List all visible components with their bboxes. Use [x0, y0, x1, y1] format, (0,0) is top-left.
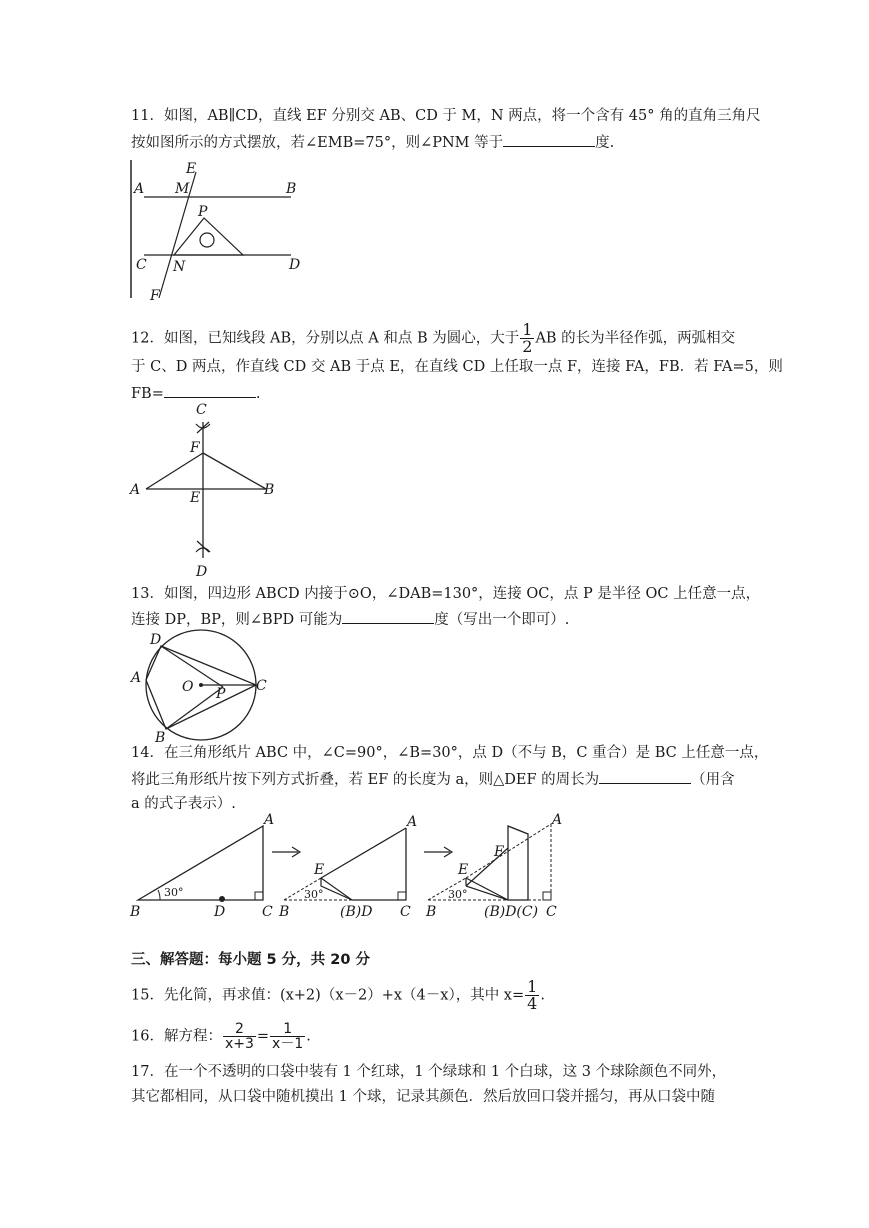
- q13-label-d: D: [150, 632, 162, 648]
- q14-fig1-angle: 30°: [164, 886, 184, 899]
- q14-fig1-label-d: D: [214, 904, 226, 920]
- q14-fig2-angle: 30°: [304, 888, 324, 901]
- q12-line2: 于 C、D 两点，作直线 CD 交 AB 于点 E，在直线 CD 上任取一点 F，连接 FA，FB．若 FA=5，则: [131, 359, 783, 375]
- q11-label-b: B: [286, 181, 297, 197]
- q16-line: 16．解方程： $\frac{2}{x+3}$ = $\frac{1}{x-1}$ .: [131, 1021, 311, 1052]
- q12-figure: [126, 400, 286, 582]
- q14-fig3-label-e: E: [458, 862, 469, 878]
- q14-fig2-label-e: E: [314, 862, 325, 878]
- q17-line1: 17．在一个不透明的口袋中装有 1 个红球，1 个绿球和 1 个白球，这 3 个球除颜色不同外，: [131, 1064, 727, 1080]
- q14-fig3-label-b: B: [426, 904, 437, 920]
- q14-fig3-label-bdc: (B)D(C): [484, 904, 539, 920]
- q11-figure: [126, 158, 316, 304]
- q11-label-n: N: [173, 259, 186, 275]
- q13-label-p: P: [216, 686, 226, 702]
- q11-label-m: M: [175, 181, 190, 197]
- q14-fig1-label-c: C: [262, 904, 273, 920]
- q13-answer-blank[interactable]: [342, 609, 434, 624]
- q15-line: 15．先化简，再求值：(x+2)（x－2）+x（4－x），其中 x= $\frac{1}{4}$ .: [131, 977, 545, 1013]
- q13-label-b: B: [155, 730, 166, 744]
- q14-fig3-label-a: A: [552, 812, 563, 828]
- q14-line3: a 的式子表示）.: [131, 796, 236, 812]
- q14-fig3-label-c: C: [546, 904, 557, 920]
- q12-label-d: D: [196, 564, 208, 580]
- q12-fraction: $\frac{1}{2}$: [522, 320, 533, 356]
- q13-line2: 连接 DP，BP，则∠BPD 可能为 度（写出一个即可）.: [131, 609, 569, 630]
- q13-label-o: O: [182, 679, 194, 695]
- q14-fig3-angle: 30°: [448, 888, 468, 901]
- q11-label-f: F: [150, 288, 160, 304]
- q12-label-b: B: [264, 482, 275, 498]
- q14-fig1-label-a: A: [264, 812, 275, 828]
- q14-line1: 14．在三角形纸片 ABC 中，∠C=90°，∠B=30°，点 D（不与 B，C 重合）是 BC 上任意一点，: [131, 745, 769, 761]
- q15-fraction: $\frac{1}{4}$: [527, 977, 538, 1013]
- q12-line3: FB= .: [131, 383, 260, 404]
- q11-label-d: D: [289, 257, 301, 273]
- q14-figures: [126, 812, 576, 922]
- q13-label-c: C: [256, 678, 267, 694]
- q11-line2: 按如图所示的方式摆放，若∠EMB=75°，则∠PNM 等于 度.: [131, 132, 614, 153]
- q14-answer-blank[interactable]: [599, 769, 691, 784]
- q13-figure: [126, 628, 276, 744]
- q11-answer-blank[interactable]: [503, 132, 595, 147]
- q14-fig2-label-bd: (B)D: [340, 904, 373, 920]
- q12-answer-blank[interactable]: [164, 383, 256, 398]
- q12-label-f: F: [190, 440, 200, 456]
- q14-line2: 将此三角形纸片按下列方式折叠，若 EF 的长度为 a，则△DEF 的周长为 （用含: [131, 769, 735, 790]
- q14-fig3-label-f: F: [494, 844, 504, 860]
- section3-title: 三、解答题：每小题 5 分，共 20 分: [131, 952, 370, 968]
- q12-label-e: E: [190, 490, 201, 506]
- q16-lhs-fraction: $\frac{2}{x+3}$: [224, 1021, 254, 1052]
- q13-label-a: A: [131, 670, 142, 686]
- q12-line1: 12．如图，已知线段 AB，分别以点 A 和点 B 为圆心，大于 $\frac{1}{2}$ AB 的长为半径作弧，两弧相交: [131, 320, 736, 356]
- q14-fig2-label-a: A: [407, 814, 418, 830]
- q11-label-e: E: [186, 161, 197, 177]
- q11-label-c: C: [136, 257, 147, 273]
- q16-rhs-fraction: $\frac{1}{x-1}$: [272, 1021, 304, 1052]
- q12-label-c: C: [196, 402, 207, 418]
- q12-label-a: A: [130, 482, 141, 498]
- q14-fig2-label-b: B: [279, 904, 290, 920]
- q11-label-a: A: [134, 181, 145, 197]
- q17-line2: 其它都相同，从口袋中随机摸出 1 个球，记录其颜色．然后放回口袋并摇匀，再从口袋中随: [131, 1089, 715, 1105]
- q11-label-p: P: [198, 204, 208, 220]
- q13-line1: 13．如图，四边形 ABCD 内接于⊙O，∠DAB=130°，连接 OC，点 P 是半径 OC 上任意一点，: [131, 586, 761, 602]
- q14-fig1-label-b: B: [130, 904, 141, 920]
- q11-line1: 11．如图，AB∥CD，直线 EF 分别交 AB、CD 于 M，N 两点，将一个含有 45° 角的直角三角尺: [131, 108, 761, 124]
- q14-fig2-label-c: C: [400, 904, 411, 920]
